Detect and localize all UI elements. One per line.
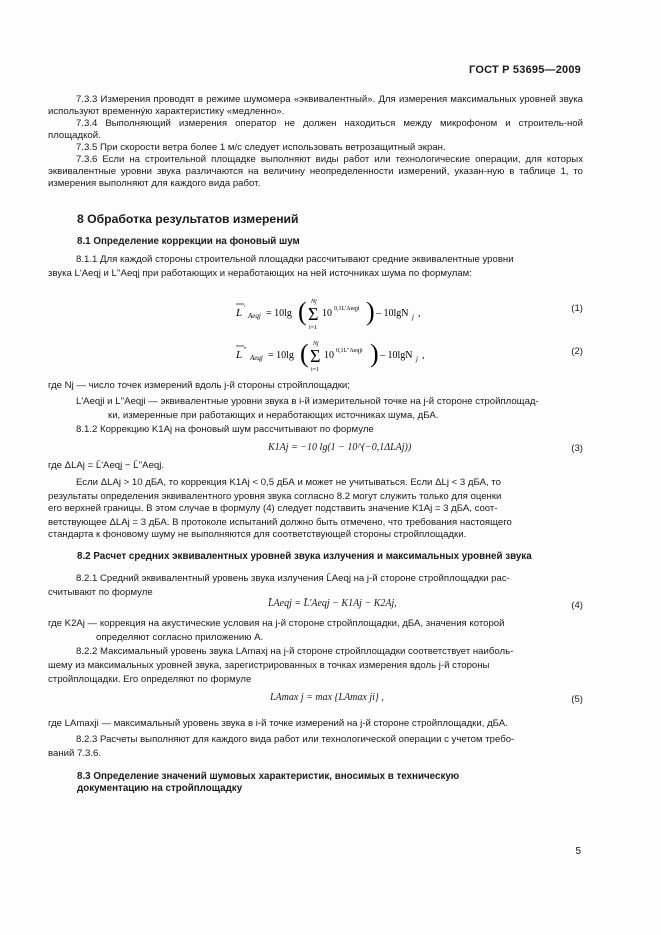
svg-text:Σ: Σ [310,346,321,366]
where-lamax: где LAmaxji — максимальный уровень звука в i-й точке измерений на j-й стороне стройплощадки, дБА. [48,718,508,729]
svg-text:': ' [244,304,246,312]
section-8-title: 8 Обработка результатов измерений [77,212,299,226]
formula-3-number: (3) [571,443,583,454]
paragraph-8-2-2-line1: 8.2.2 Максимальный уровень звука LAmaxj на j-й стороне стройплощадки соответствует наиболь- [76,646,514,657]
where-k2-line1: где K2Aj — коррекция на акустические условия на j-й стороне стройплощадки, дБА, значения которой [48,618,505,629]
svg-text:Nj: Nj [311,299,317,305]
svg-text:10: 10 [322,308,332,319]
svg-text:Σ: Σ [308,304,319,324]
svg-text:j: j [412,313,414,321]
svg-text:,: , [422,350,425,361]
formula-2-graphic [236,338,436,372]
paragraph-8-2-3-line2: ваний 7.3.6. [48,748,102,759]
where-leq-line1: L'Aeqji и L''Aeqji — эквивалентные уровни звука в i-й измерительной точке на j-й стороне стройплощад- [76,396,539,407]
where-delta: где ΔLAj = L̄'Aeqj − L̄''Aeqj. [48,460,165,471]
paragraph-8-1-1-line1: 8.1.1 Для каждой стороны строительной площадки рассчитывают средние эквивалентные уровни [76,254,514,265]
page-number: 5 [575,846,581,857]
section-8-1-title: 8.1 Определение коррекции на фоновый шум [77,236,300,247]
paragraph-7-3-4: 7.3.4 Выполняющий измерения оператор не должен находиться между микрофоном и строитель-ной площадкой. [48,118,583,141]
svg-text:Aeqj: Aeqj [250,354,263,362]
intro-block [48,94,583,190]
paragraph-8-1-2-text-4: ветствующее ΔLAj = 3 дБА. В протоколе испытаний должно быть отмечено, что требования настоящего [48,517,512,528]
svg-text:j: j [416,355,418,363]
svg-text:,: , [418,308,421,319]
paragraph-8-1-2-text-1: Если ΔLAj > 10 дБА, то коррекция K1Aj < 0,5 дБА и может не учитываться. Если ΔLj < 3 дБА, то [76,477,501,488]
paragraph-7-3-6: 7.3.6 Если на строительной площадке выполняют виды работ или технологические операции, для которых эквивалентные уровни звука различаются на величину неопределенности измерений, указан-ную в таблице 1, то измерения выполняют для каждого вида работ. [48,154,583,189]
svg-text:(: ( [298,297,307,326]
svg-text:Aeqj: Aeqj [248,312,261,320]
paragraph-8-2-2-line3: стройплощадки. Его определяют по формуле [48,674,252,685]
paragraph-8-1-2-text-3: его верхней границы. В этом случае в формулу (4) следует подставить значение K1Aj = 3 дБА, соот- [48,503,498,514]
svg-text:i=1: i=1 [311,367,320,372]
svg-text:(: ( [300,339,309,368]
paragraph-8-2-1-line2: считывают по формуле [48,587,153,598]
where-nj: где Nj — число точек измерений вдоль j-й стороны стройплощадки; [48,380,350,391]
section-8-2-title: 8.2 Расчет средних эквивалентных уровней звука излучения и максимальных уровней звука [77,551,532,562]
svg-text:10: 10 [324,350,334,361]
paragraph-8-1-2: 8.1.2 Коррекцию K1Aj на фоновый шум рассчитывают по формуле [76,424,374,435]
svg-text:): ) [370,339,379,368]
paragraph-7-3-3: 7.3.3 Измерения проводят в режиме шумомера «эквивалентный». Для измерения максимальных уровней звука используют временнýю характеристику «медленно». [48,94,583,117]
svg-text:'': '' [244,346,247,354]
paragraph-8-2-2-line2: шему из максимальных уровней звука, зарегистрированных в точках измерения вдоль j-й стороны [48,660,490,671]
formula-5-number: (5) [571,694,583,705]
standard-number: ГОСТ Р 53695—2009 [469,64,581,76]
svg-text:): ) [366,297,375,326]
formula-5: LAmax j = max {LAmax ji} , [270,692,384,703]
section-8-3-title-line2: документацию на стройплощадку [77,783,243,794]
svg-text:L: L [236,307,243,319]
paragraph-8-1-1-line2: звука L'Aeqj и L''Aeqj при работающих и неработающих на ней источниках шума по формулам: [48,268,472,279]
svg-text:– 10lgN: – 10lgN [380,350,413,361]
formula-4-number: (4) [571,600,583,611]
formula-2-number: (2) [571,346,583,357]
svg-text:= 10lg: = 10lg [268,350,294,361]
svg-text:– 10lgN: – 10lgN [376,308,409,319]
paragraph-8-1-2-text-2: результаты определения эквивалентного уровня звука согласно 8.2 могут служить только для оценки [48,491,502,502]
paragraph-8-2-3-line1: 8.2.3 Расчеты выполняют для каждого вида работ или технологической операции с учетом требо- [76,734,515,745]
paragraph-8-2-1-line1: 8.2.1 Средний эквивалентный уровень звука излучения L̄Aeqj на j-й стороне стройплощадки рас- [76,573,510,584]
paragraph-7-3-5: 7.3.5 При скорости ветра более 1 м/с следует использовать ветрозащитный экран. [76,142,446,153]
formula-1-graphic [236,296,436,330]
where-leq-line2: ки, измеренные при работающих и неработающих источниках шума, дБА. [108,410,439,421]
section-8-3-title-line1: 8.3 Определение значений шумовых характеристик, вносимых в техническую [77,771,460,782]
formula-1-number: (1) [571,303,583,314]
where-k2-line2: определяют согласно приложению А. [96,632,264,643]
formula-4: L̄Aeqj = L̄'Aeqj − K1Aj − K2Aj, [268,598,397,609]
formula-3: K1Aj = −10 lg(1 − 10^(−0,1ΔLAj)) [268,442,412,453]
paragraph-8-1-2-text-5: стандарта к фоновому шуму не выполняются для соответствующей стороны стройплощадки. [48,529,467,540]
svg-text:0,1L'Aeqji: 0,1L'Aeqji [334,306,360,312]
svg-text:L: L [236,349,243,361]
svg-text:0,1L''Aeqji: 0,1L''Aeqji [336,348,363,354]
svg-text:= 10lg: = 10lg [266,308,292,319]
formula-1 [236,296,436,333]
svg-text:i=1: i=1 [309,325,318,330]
formula-2 [236,338,436,375]
svg-text:Nj: Nj [313,341,319,347]
